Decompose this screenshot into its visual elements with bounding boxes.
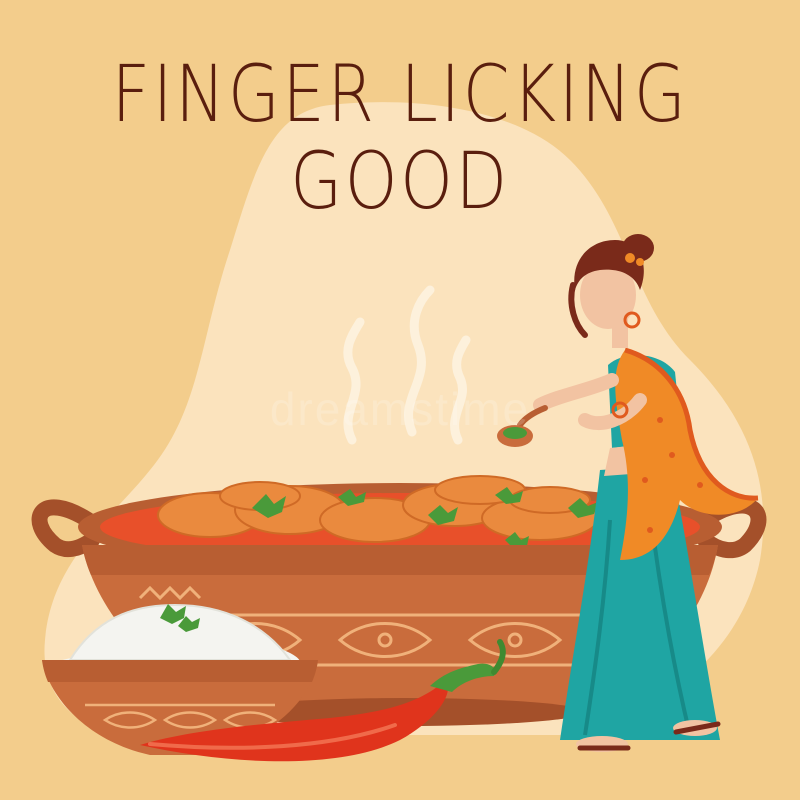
headline-line-2: GOOD — [290, 137, 510, 228]
headline-line-1: FINGER LICKING — [111, 50, 689, 140]
headline — [0, 52, 800, 227]
